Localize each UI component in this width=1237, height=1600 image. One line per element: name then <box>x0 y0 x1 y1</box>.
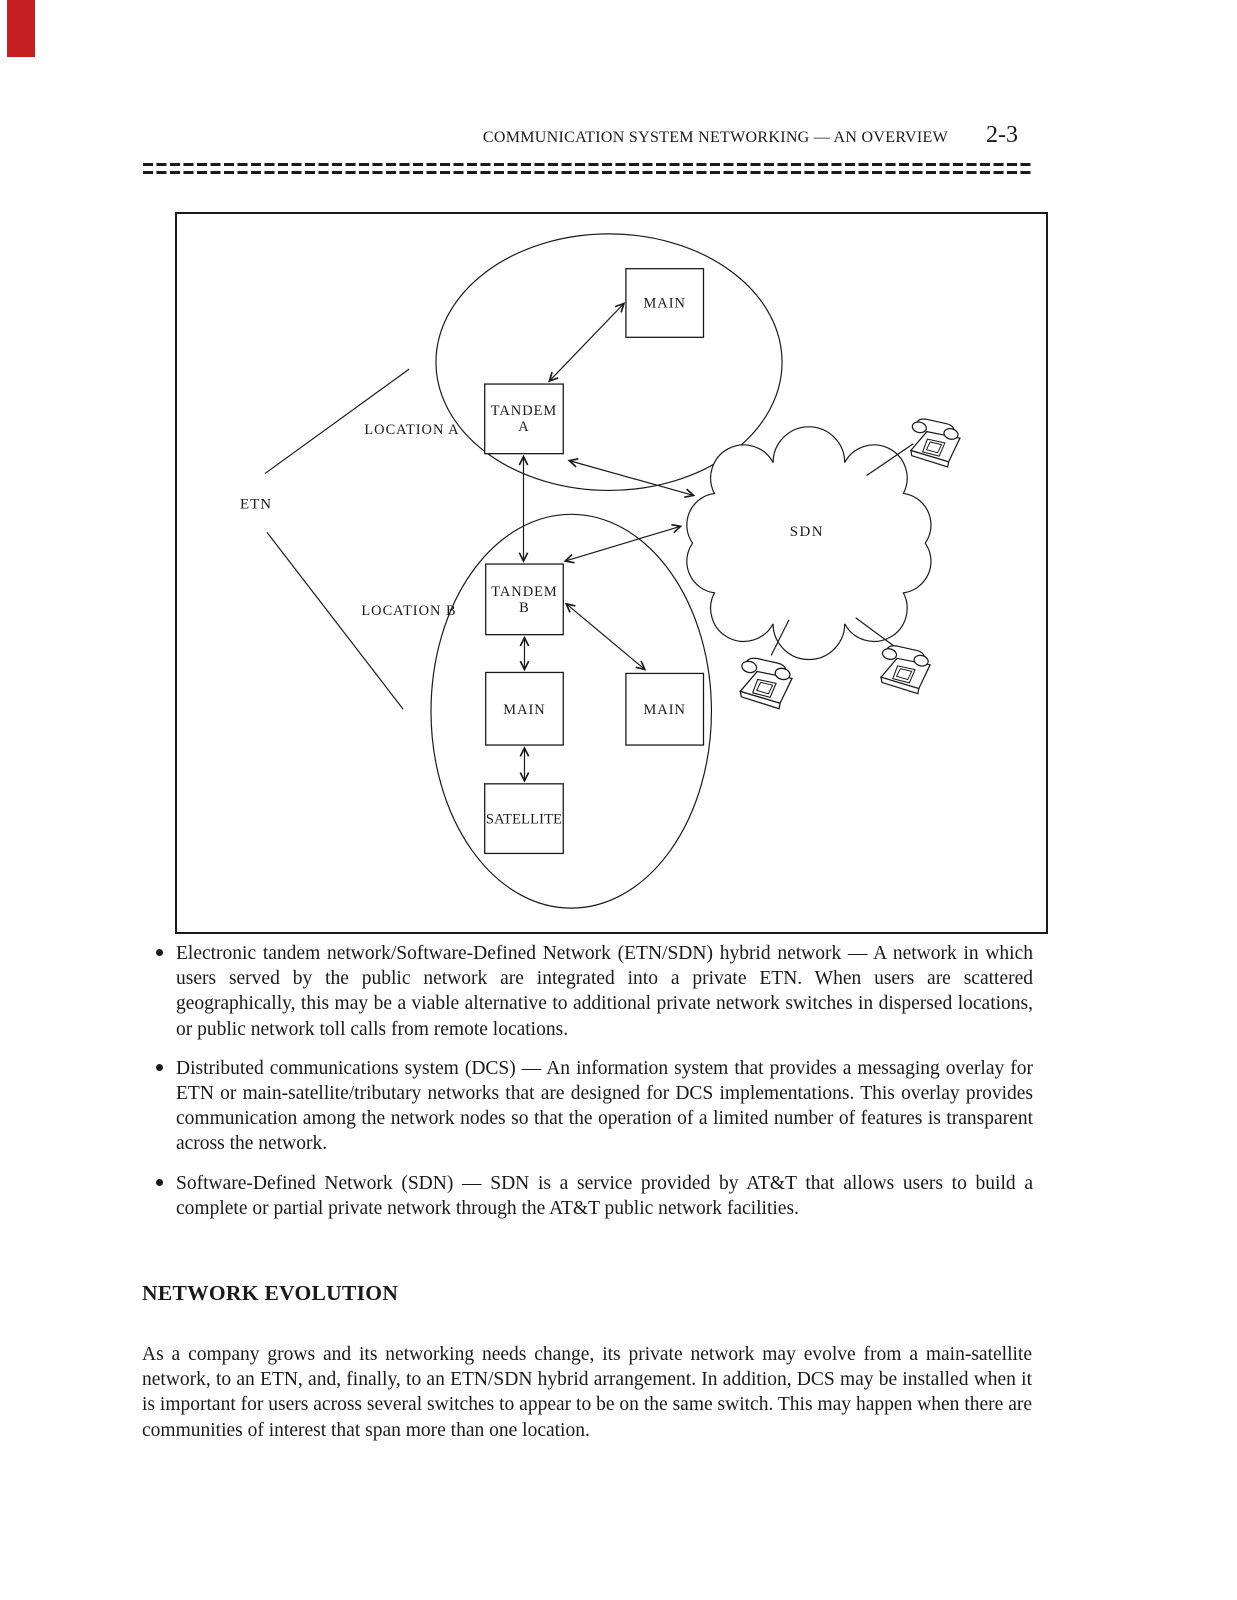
page-header <box>140 122 1018 149</box>
sdn-label: SDN <box>789 524 825 541</box>
arrow-main-a-tandem-a <box>549 304 624 382</box>
bullet-text: Electronic tandem network/Software-Defined Network (ETN/SDN) hybrid network — A network in which users served by the public network are integrated into a private ETN. When users are scattered geographically, this may be a viable alternative to additional private network switches in dispersed locations, or public network toll calls from remote locations. <box>176 943 1033 1040</box>
node-tandem-b-label: TANDEM <box>491 583 558 600</box>
telephone-icon <box>740 658 792 709</box>
page-number: 2-3 <box>986 122 1018 148</box>
node-main-b-right-label: MAIN <box>643 702 686 719</box>
telephone-icon <box>881 646 930 694</box>
arrow-tandem-a-sdn <box>569 461 693 496</box>
etn-bracket-line-lower <box>267 532 403 709</box>
bullet-item <box>140 1056 1033 1157</box>
node-main-a-label: MAIN <box>643 295 686 312</box>
node-tandem-a-sublabel: A <box>518 418 530 435</box>
body-paragraph: As a company grows and its networking needs change, its private network may evolve from a main-satellite network, to an ETN, and, finally, to an ETN/SDN hybrid arrangement. In addition, DCS may be installed when it is important for users across several switches to appear to be on the same switch. This may happen when there are communities of interest that span more than one location. <box>142 1344 1032 1441</box>
location-b-label: LOCATION B <box>361 602 457 619</box>
bullet-list <box>140 941 1033 1235</box>
bullet-dot <box>156 1064 163 1071</box>
bullet-item <box>140 1171 1033 1221</box>
arrow-tandem-b-main-right <box>566 604 645 670</box>
node-tandem-b-sublabel: B <box>519 599 530 616</box>
bullet-text: Distributed communications system (DCS) — An information system that provides a messaging overlay for ETN or main-satellite/tributary networks that are designed for DCS implementations. This overlay provides communication among the network nodes so that the operation of a limited number of features is transparent across the network. <box>176 1057 1033 1155</box>
telephone-icon <box>911 419 960 467</box>
divider-dash-row <box>143 163 1033 166</box>
location-a-label: LOCATION A <box>364 421 460 438</box>
node-main-b-left-label: MAIN <box>503 702 546 719</box>
figure-frame <box>175 212 1048 934</box>
red-corner-mark <box>7 0 35 57</box>
node-satellite-label: SATELLITE <box>485 811 563 828</box>
header-divider <box>143 163 1033 178</box>
etn-label: ETN <box>240 496 273 513</box>
network-diagram <box>177 214 1046 932</box>
node-tandem-a-label: TANDEM <box>490 402 558 419</box>
bullet-item <box>140 941 1033 1042</box>
bullet-dot <box>156 1179 163 1186</box>
arrow-tandem-b-sdn <box>565 526 680 561</box>
divider-dash-row <box>143 171 1033 174</box>
sdn-cloud <box>687 427 931 660</box>
bullet-dot <box>156 949 163 956</box>
section-heading: NETWORK EVOLUTION <box>142 1281 399 1305</box>
running-header-title: COMMUNICATION SYSTEM NETWORKING — AN OVERVIEW <box>482 129 948 146</box>
bullet-text: Software-Defined Network (SDN) — SDN is a service provided by AT&T that allows users to build a complete or partial private network through the AT&T public network facilities. <box>176 1172 1033 1219</box>
